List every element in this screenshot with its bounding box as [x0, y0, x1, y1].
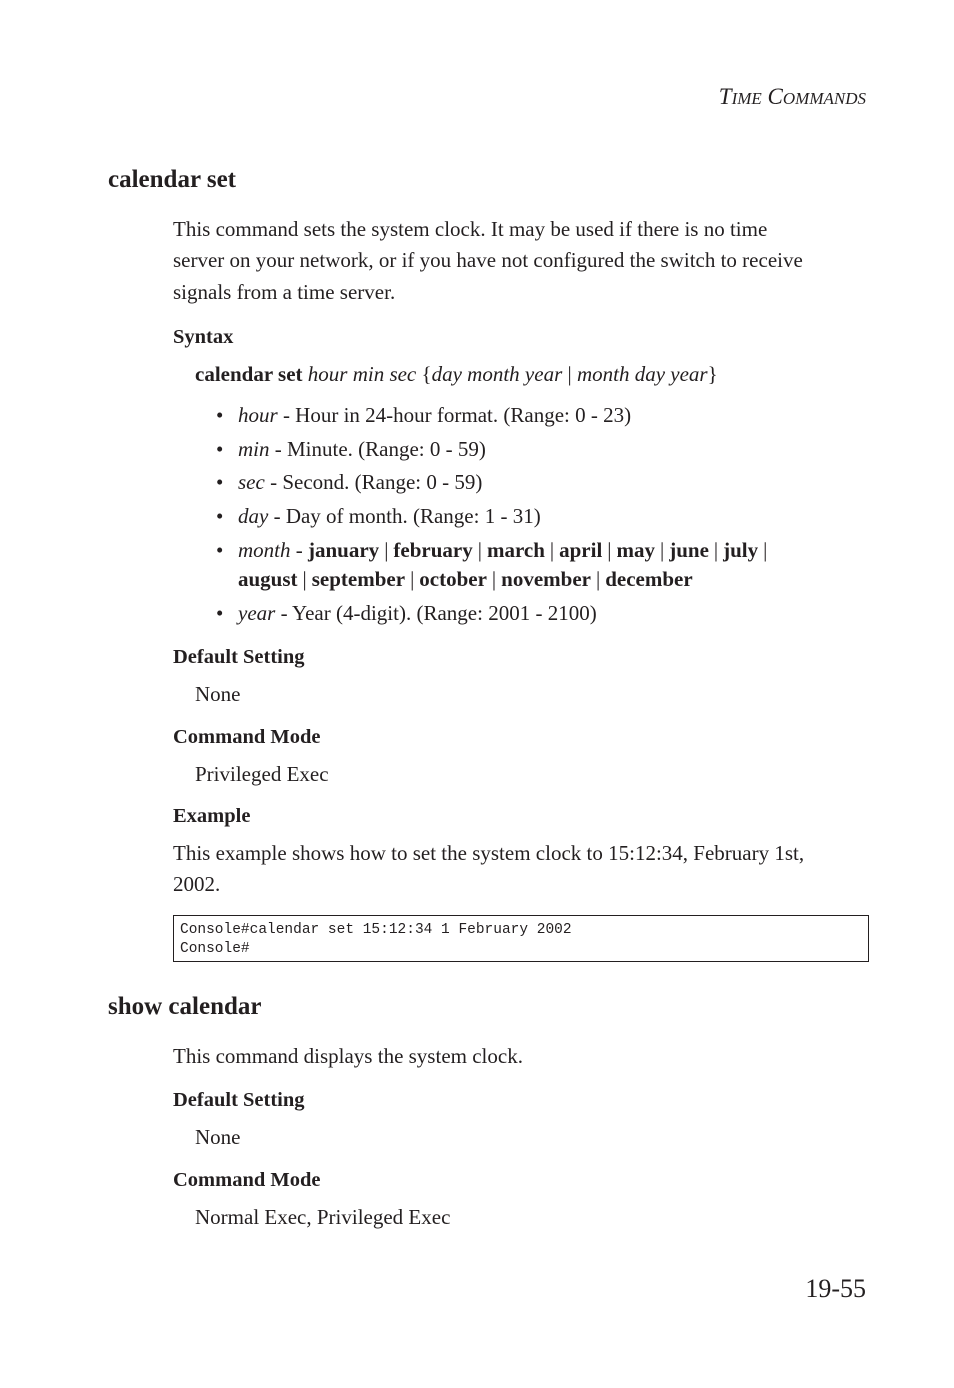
bullet-dot: • — [216, 538, 224, 562]
syntax-params: hour min sec — [307, 362, 417, 386]
default-setting-heading: Default Setting — [173, 646, 305, 668]
code-line: Console# — [180, 941, 250, 957]
example-text-line-1: This example shows how to set the system clock to 15:12:34, February 1st, — [173, 841, 805, 865]
bullet-dot: • — [216, 437, 224, 461]
default-setting-value: None — [195, 682, 241, 706]
bullet-dot: • — [216, 504, 224, 528]
command-mode-heading: Command Mode — [173, 1169, 321, 1191]
default-setting-value: None — [195, 1125, 241, 1149]
bullet-dot: • — [216, 601, 224, 625]
code-line: Console#calendar set 15:12:34 1 February 2002 — [180, 922, 572, 938]
command-mode-value: Privileged Exec — [195, 762, 329, 786]
bullet-sec: sec - Second. (Range: 0 - 59) — [238, 470, 483, 494]
bullet-min: min - Minute. (Range: 0 - 59) — [238, 437, 486, 461]
command-mode-heading: Command Mode — [173, 726, 321, 748]
bullet-hour: hour - Hour in 24-hour format. (Range: 0 - 23) — [238, 403, 632, 427]
bullet-month-line-2: august | september | october | november | december — [238, 567, 693, 591]
example-text-line-2: 2002. — [173, 872, 221, 896]
syntax-command: calendar set — [195, 362, 303, 386]
bullet-year: year - Year (4-digit). (Range: 2001 - 2100) — [238, 601, 597, 625]
default-setting-heading: Default Setting — [173, 1089, 305, 1111]
running-header: TIME COMMANDS — [718, 84, 866, 109]
section-title-show-calendar: show calendar — [108, 993, 262, 1020]
syntax-heading: Syntax — [173, 326, 234, 348]
command-mode-value: Normal Exec, Privileged Exec — [195, 1205, 451, 1229]
bullet-dot: • — [216, 403, 224, 427]
description-line-1: This command sets the system clock. It may be used if there is no time — [173, 217, 768, 241]
bullet-dot: • — [216, 470, 224, 494]
show-calendar-description: This command displays the system clock. — [173, 1044, 523, 1068]
page-number: 19-55 — [805, 1274, 866, 1303]
example-heading: Example — [173, 805, 251, 827]
bullet-month-line-1: month - january | february | march | april | may | june | july | — [238, 538, 768, 562]
description-line-2: server on your network, or if you have not configured the switch to receive — [173, 248, 803, 272]
section-title-calendar-set: calendar set — [108, 166, 236, 193]
description-line-3: signals from a time server. — [173, 280, 396, 304]
bullet-day: day - Day of month. (Range: 1 - 31) — [238, 504, 541, 528]
code-example-box — [173, 915, 869, 962]
syntax-line: calendar set hour min sec {day month year | month day year} — [195, 362, 718, 386]
